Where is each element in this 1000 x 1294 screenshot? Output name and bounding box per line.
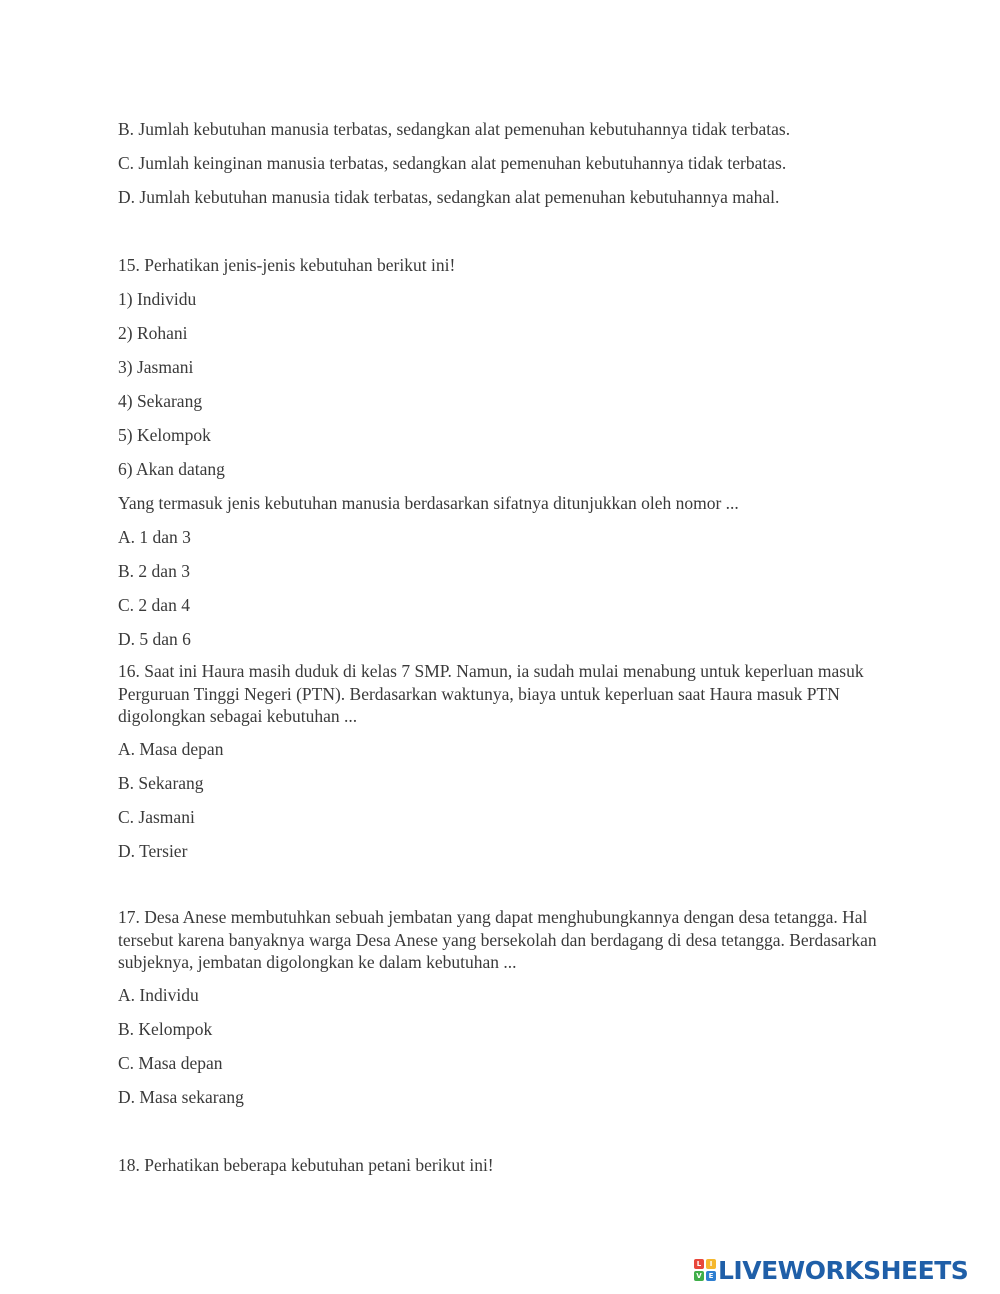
q16-option: A. Masa depan <box>118 739 224 759</box>
q17-option: A. Individu <box>118 985 199 1005</box>
q15-item: 2) Rohani <box>118 323 188 343</box>
q17-option: D. Masa sekarang <box>118 1087 244 1107</box>
liveworksheets-logo <box>694 1257 968 1283</box>
logo-icon-tile: E <box>706 1271 716 1281</box>
q14-option-d: D. Jumlah kebutuhan manusia tidak terbatas, sedangkan alat pemenuhan kebutuhannya mahal. <box>118 187 780 207</box>
q15-option: D. 5 dan 6 <box>118 629 191 649</box>
q15-item: 1) Individu <box>118 289 197 309</box>
logo-icon-tile: I <box>706 1259 716 1269</box>
q17-question: 17. Desa Anese membutuhkan sebuah jembatan yang dapat menghubungkannya dengan desa tetangga. Hal tersebut karena banyaknya warga Desa Anese yang bersekolah dan berdagang di desa tetangga. Berdasarkan subjeknya, jembatan digolongkan ke dalam kebutuhan ... <box>118 907 877 972</box>
q16-option: B. Sekarang <box>118 773 204 793</box>
q17-option: C. Masa depan <box>118 1053 223 1073</box>
q14-option-c: C. Jumlah keinginan manusia terbatas, sedangkan alat pemenuhan kebutuhannya tidak terbatas. <box>118 153 787 173</box>
q15-item: 3) Jasmani <box>118 357 194 377</box>
q16-option: D. Tersier <box>118 841 188 861</box>
q15-option: B. 2 dan 3 <box>118 561 190 581</box>
q16-option: C. Jasmani <box>118 807 195 827</box>
q15-prompt: Yang termasuk jenis kebutuhan manusia berdasarkan sifatnya ditunjukkan oleh nomor ... <box>118 493 739 513</box>
liveworksheets-logo-icon <box>694 1259 716 1281</box>
q18-question: 18. Perhatikan beberapa kebutuhan petani berikut ini! <box>118 1155 494 1175</box>
q14-option-b: B. Jumlah kebutuhan manusia terbatas, sedangkan alat pemenuhan kebutuhannya tidak terbatas. <box>118 119 791 139</box>
logo-icon-tile: L <box>694 1259 704 1269</box>
logo-text: LIVEWORKSHEETS <box>718 1255 969 1285</box>
q17-option: B. Kelompok <box>118 1019 213 1039</box>
q15-item: 6) Akan datang <box>118 459 225 479</box>
q15-item: 4) Sekarang <box>118 391 203 411</box>
q16-question: 16. Saat ini Haura masih duduk di kelas 7 SMP. Namun, ia sudah mulai menabung untuk keperluan masuk Perguruan Tinggi Negeri (PTN). Berdasarkan waktunya, biaya untuk keperluan saat Haura masuk PTN digolongkan sebagai kebutuhan ... <box>118 661 864 726</box>
logo-icon-tile: V <box>694 1271 704 1281</box>
q15-option: C. 2 dan 4 <box>118 595 190 615</box>
q15-option: A. 1 dan 3 <box>118 527 191 547</box>
q15-question: 15. Perhatikan jenis-jenis kebutuhan berikut ini! <box>118 255 456 275</box>
q15-item: 5) Kelompok <box>118 425 211 445</box>
